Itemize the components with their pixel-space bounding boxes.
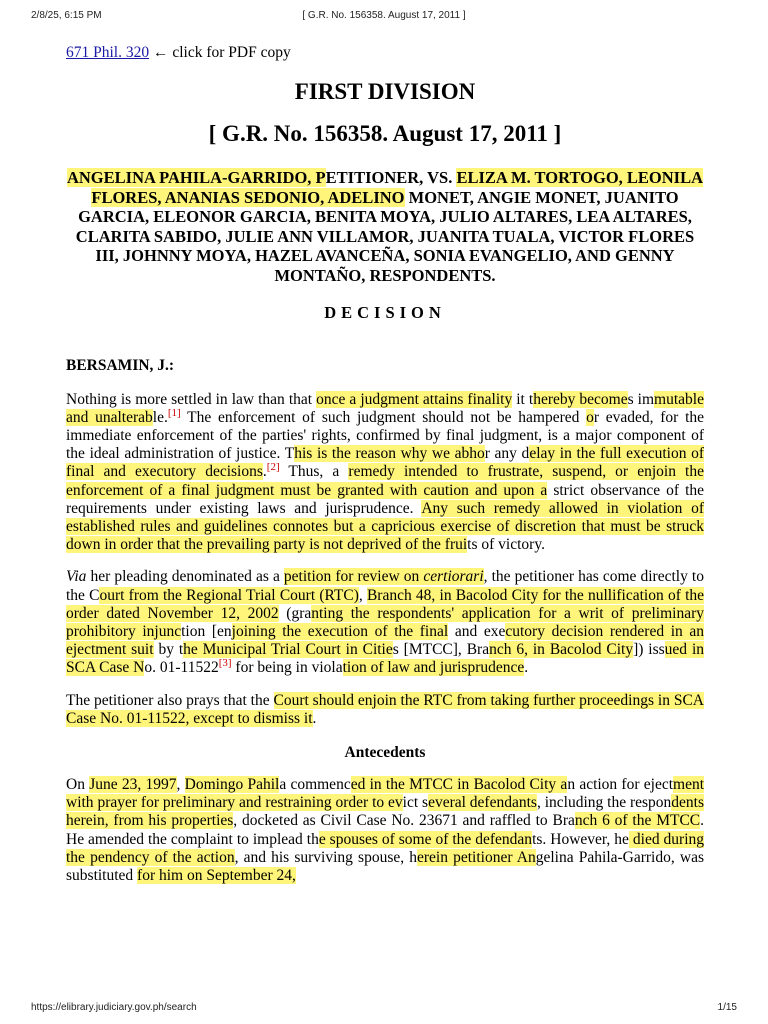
pdf-copy-link[interactable]: 671 Phil. 320 xyxy=(66,44,150,61)
text-span: a commenc xyxy=(279,776,351,794)
text-span: ts of victory. xyxy=(467,536,545,554)
text-span: nch 6 of the MTCC xyxy=(574,812,701,830)
text-span: , docketed as Civil Case No. 23671 and raffled to Bra xyxy=(233,812,575,830)
division-title: FIRST DIVISION xyxy=(294,79,476,104)
text-span: n action for eject xyxy=(567,776,674,794)
text-span: everal defendants xyxy=(428,794,537,812)
text-span: for being in viola xyxy=(231,659,343,677)
text-span: ourt from the Regional Trial Court (RTC) xyxy=(99,586,359,604)
text-span: ment with prayer for preliminary and restraining order to ev xyxy=(66,776,705,812)
text-span xyxy=(284,568,484,585)
document-body xyxy=(66,44,704,885)
text-span: (gra xyxy=(278,604,312,622)
text-span: , xyxy=(358,586,367,604)
paragraph-1 xyxy=(66,391,704,555)
text-span: June 23, 1997 xyxy=(89,776,177,794)
text-span: joining the execution of the final xyxy=(231,623,449,640)
text-span: and exe xyxy=(448,623,506,640)
text-span: ict s xyxy=(402,794,429,812)
text-span: dents herein, from his properties xyxy=(66,794,705,830)
text-span: ued in SCA Case N xyxy=(66,641,705,677)
footnote-ref-3[interactable]: [3] xyxy=(218,657,232,670)
text-span: ts. However, he xyxy=(532,830,629,848)
text-span: s [MTCC], Bra xyxy=(392,641,490,659)
text-span: nch 6, in Bacolod City xyxy=(489,641,634,659)
text-span: Branch 48, in Bacolod City for the nullification of the order dated November 12, 2002 xyxy=(66,586,705,622)
text-span: hereby become xyxy=(533,390,628,408)
text-span: . xyxy=(312,709,317,727)
text-span: . xyxy=(524,659,529,677)
text-span: Via xyxy=(66,568,87,586)
text-span: Court should enjoin the RTC from taking further proceedings in SCA Case No. 01-11522, except to dismiss it xyxy=(66,691,704,727)
text-span: tion [en xyxy=(181,623,232,640)
text-span: gelina Pahila-Garrido, w xyxy=(535,848,692,866)
text-span: o xyxy=(586,408,594,426)
text-span: tion of law and jurisprudence xyxy=(342,659,525,677)
footnote-ref-1[interactable]: [1] xyxy=(167,406,181,419)
text-span: once a judgment attains finality xyxy=(316,390,513,408)
text-span: r evaded, for the immediate enforcement of the parties' rights, confirmed by final judgment, is a major component of the ideal administration of justice. T xyxy=(66,408,705,463)
text-span: Domingo Pahil xyxy=(184,776,280,794)
paragraph-3 xyxy=(66,692,704,728)
text-span: petition for review on xyxy=(283,568,424,586)
text-span: The petitioner also prays that the xyxy=(66,691,274,709)
text-span: e spouses of some of the defendan xyxy=(318,830,533,848)
text-span: nting the respondents' application for a writ of preliminary prohibitory injunc xyxy=(66,604,704,640)
print-title: [ G.R. No. 156358. August 17, 2011 ] xyxy=(302,10,466,21)
text-span: o. 01-11522 xyxy=(144,659,219,677)
text-span: by t xyxy=(153,641,184,659)
text-span: s im xyxy=(627,390,655,408)
text-span: it t xyxy=(512,390,534,408)
text-span: , including the respon xyxy=(536,794,672,812)
text-span: , the petitioner has come directly to the C xyxy=(66,568,704,604)
text-span: strict observance of the requirements under existing laws and jurisprudence. xyxy=(66,481,705,517)
text-span: The enforcement of such judgment should not be hampered xyxy=(180,408,587,426)
text-span: died during the pendency of the action xyxy=(66,830,705,866)
text-span: remedy intended to frustrate, suspend, or enjoin the enforcement of a final judgment must be granted with caution and upon a xyxy=(66,463,704,499)
text-span: , xyxy=(176,776,185,794)
pdf-copy-line xyxy=(66,44,704,62)
print-page-number: 1/15 xyxy=(717,1002,737,1013)
print-footer xyxy=(31,1002,737,1016)
text-span: ]) iss xyxy=(633,641,665,659)
paragraph-2 xyxy=(66,568,704,677)
text-span: ANGELINA PAHILA-GARRIDO, P xyxy=(66,168,326,187)
text-span: , and his surviving spouse, h xyxy=(234,848,417,866)
text-span: certiorari xyxy=(423,568,484,586)
text-span: her pleading denominated as a xyxy=(86,568,284,586)
text-span: he Municipal Trial Court in Citie xyxy=(183,641,393,659)
text-span: for him on September 24, xyxy=(137,867,296,885)
print-url: https://elibrary.judiciary.gov.ph/search xyxy=(31,1002,197,1013)
text-span: le. xyxy=(152,408,168,426)
text-span: cutory decision rendered in an ejectment suit xyxy=(66,623,705,659)
text-span: ELIZA M. TORTOGO, LEONILA FLORES, ANANIAS SEDONIO, ADELINO xyxy=(91,168,704,207)
print-datetime: 2/8/25, 6:15 PM xyxy=(31,10,102,21)
decision-heading: DECISION xyxy=(324,302,446,322)
text-span: MONET, ANGIE MONET, JUANITO GARCIA, ELEONOR GARCIA, BENITA MOYA, JULIO ALTARES, LEA ALTARES, CLARITA SABIDO, JULIE ANN VILLAMOR, JUANITA TUALA, VICTOR FLORES III, JOHNNY MOYA, HAZEL AVANCEÑA, SONIA EVANGELIO, AND GENNY MONTAÑO, RESPONDENTS. xyxy=(75,187,695,285)
ponente: BERSAMIN, J.: xyxy=(66,356,175,374)
text-span: ETITIONER, VS. xyxy=(325,168,457,187)
paragraph-4 xyxy=(66,776,704,885)
pdf-copy-hint: ← click for PDF copy xyxy=(149,44,291,61)
print-header xyxy=(31,10,737,24)
text-span: r any d xyxy=(484,445,530,463)
text-span: ed in the MTCC in Bacolod City a xyxy=(350,776,568,794)
text-span: elay in the full execution of final and executory decisions xyxy=(66,445,704,481)
text-span: his is the reason why we abho xyxy=(294,445,485,463)
case-number: [ G.R. No. 156358. August 17, 2011 ] xyxy=(208,121,562,146)
text-span: erein petitioner An xyxy=(417,848,536,866)
footnote-ref-2[interactable]: [2] xyxy=(266,461,280,474)
text-span: as substituted xyxy=(66,848,704,885)
case-parties xyxy=(66,168,704,286)
text-span: mutable and unalterab xyxy=(66,390,704,426)
text-span: Nothing is more settled in law than that xyxy=(66,390,317,408)
text-span: . xyxy=(262,463,267,481)
text-span: . He amended the complaint to implead th xyxy=(66,812,704,848)
text-span: Any such remedy allowed in violation of established rules and guidelines connotes but a capricious exercise of discretion that must be struck down in order that the prevailing party is not deprived of the frui xyxy=(66,499,704,554)
text-span: On xyxy=(66,776,90,794)
text-span: Thus, a xyxy=(279,463,349,481)
antecedents-heading: Antecedents xyxy=(344,744,426,762)
